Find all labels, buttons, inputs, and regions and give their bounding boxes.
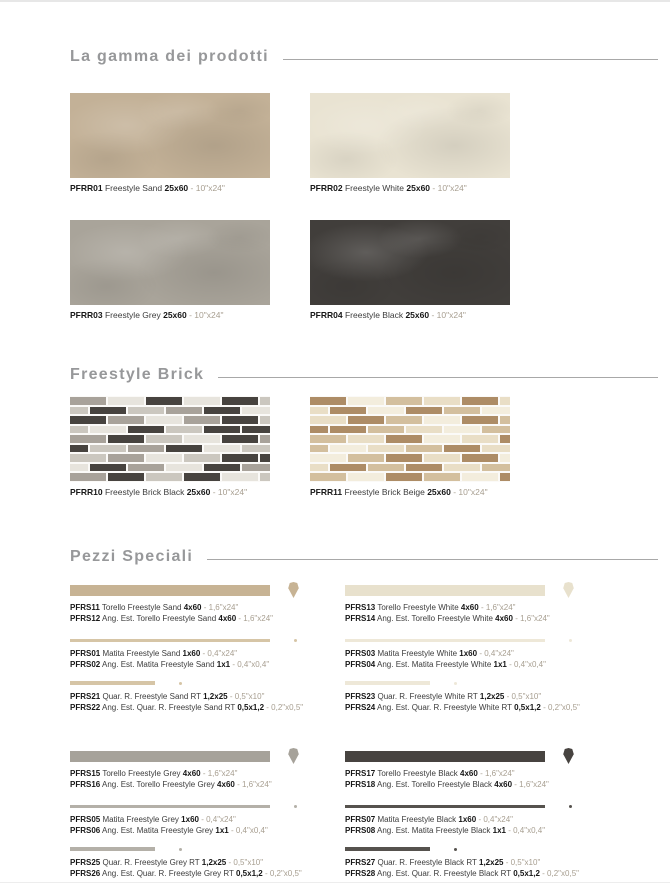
product-code: PFRS26 xyxy=(70,869,101,878)
product-code: PFRR01 xyxy=(70,183,103,193)
product-name: Torello Freestyle White xyxy=(377,603,459,612)
product-size-cm: 1,2x25 xyxy=(479,858,504,867)
product-size-cm: 0,5x1,2 xyxy=(513,869,540,878)
section-heading-brick xyxy=(70,366,658,384)
product-line xyxy=(345,613,658,624)
product-code: PFRS01 xyxy=(70,649,101,658)
quar-row xyxy=(70,847,345,851)
product-size-in: - 1,6"x24" xyxy=(203,603,239,612)
product-code: PFRS02 xyxy=(70,660,101,669)
quar-corner-icon xyxy=(454,848,457,851)
torello-corner-icon xyxy=(288,748,299,764)
product-name: Freestyle Black xyxy=(344,310,404,320)
product-size-cm: 25x60 xyxy=(427,487,451,497)
product-code: PFRR02 xyxy=(310,183,343,193)
product-label xyxy=(310,487,510,498)
product-name: Ang. Est. Torello Freestyle Grey xyxy=(102,780,215,789)
product-pfrr03 xyxy=(70,220,270,321)
product-name: Freestyle Brick Black xyxy=(104,487,185,497)
quar-row xyxy=(345,681,658,685)
product-pfrr02 xyxy=(310,93,510,194)
product-name: Ang. Est. Quar. R. Freestyle Sand RT xyxy=(102,703,236,712)
product-line xyxy=(345,691,658,702)
torello-lines xyxy=(345,768,658,790)
tile-image xyxy=(310,220,510,305)
product-code: PFRS11 xyxy=(70,603,100,612)
product-name: Quar. R. Freestyle White RT xyxy=(377,692,478,701)
product-label xyxy=(310,183,510,194)
product-line xyxy=(345,814,658,825)
product-code: PFRR11 xyxy=(310,487,343,497)
product-size-cm: 1,2x25 xyxy=(203,692,228,701)
product-size-in: - 0,4"x24" xyxy=(201,815,236,824)
section-title: Freestyle Brick xyxy=(70,366,205,383)
matita-swatch xyxy=(345,805,545,808)
product-line xyxy=(70,691,345,702)
product-size-in: - 10"x24" xyxy=(212,487,248,497)
product-name: Quar. R. Freestyle Black RT xyxy=(377,858,477,867)
torello-corner-icon xyxy=(288,582,299,598)
product-pfrr04 xyxy=(310,220,510,321)
torello-lines xyxy=(70,602,345,624)
matita-swatch xyxy=(70,639,270,642)
quar-corner-icon xyxy=(179,682,182,685)
product-size-in: - 0,5"x10" xyxy=(228,858,264,867)
product-size-cm: 4x60 xyxy=(218,614,237,623)
product-name: Freestyle Sand xyxy=(104,183,163,193)
quar-lines xyxy=(345,691,658,713)
speciali-group-white xyxy=(345,582,658,713)
product-name: Matita Freestyle Grey xyxy=(102,815,179,824)
product-code: PFRS08 xyxy=(345,826,376,835)
product-line xyxy=(345,868,658,879)
product-code: PFRS24 xyxy=(345,703,376,712)
product-line xyxy=(70,613,345,624)
product-line xyxy=(70,768,345,779)
product-line xyxy=(345,702,658,713)
product-size-cm: 4x60 xyxy=(217,780,235,789)
product-size-cm: 25x60 xyxy=(405,310,430,320)
product-size-cm: 4x60 xyxy=(495,614,513,623)
product-size-in: - 10"x24" xyxy=(453,487,488,497)
product-size-cm: 25x60 xyxy=(186,487,211,497)
product-line xyxy=(70,814,345,825)
product-size-in: - 1,6"x24" xyxy=(237,780,272,789)
product-code: PFRS22 xyxy=(70,703,101,712)
product-size-in: - 0,4"x0,4" xyxy=(509,660,546,669)
speciali-grid xyxy=(70,582,658,879)
product-line xyxy=(345,768,658,779)
product-name: Ang. Est. Matita Freestyle Black xyxy=(377,826,491,835)
product-size-cm: 25x60 xyxy=(164,183,189,193)
product-size-cm: 1x1 xyxy=(492,826,506,835)
product-name: Ang. Est. Quar. R. Freestyle White RT xyxy=(377,703,512,712)
product-size-in: - 0,4"x24" xyxy=(202,649,238,658)
page-top-rule xyxy=(0,0,670,2)
section-title: Pezzi Speciali xyxy=(70,548,194,565)
product-size-in: - 1,6"x24" xyxy=(480,769,515,778)
product-code: PFRS04 xyxy=(345,660,376,669)
product-code: PFRS06 xyxy=(70,826,101,835)
product-line xyxy=(70,868,345,879)
product-size-in: - 0,4"x0,4" xyxy=(508,826,546,835)
torello-row xyxy=(70,582,345,598)
product-name: Ang. Est. Torello Freestyle Sand xyxy=(102,614,217,623)
quar-swatch xyxy=(345,681,430,685)
product-code: PFRS27 xyxy=(345,858,376,867)
product-size-in: - 0,2"x0,5" xyxy=(266,703,304,712)
product-size-cm: 0,5x1,2 xyxy=(237,703,265,712)
product-code: PFRS05 xyxy=(70,815,101,824)
product-line xyxy=(70,648,345,659)
product-line xyxy=(345,602,658,613)
product-line xyxy=(70,602,345,613)
quar-lines xyxy=(345,857,658,879)
product-size-cm: 1x60 xyxy=(182,649,201,658)
product-code: PFRR10 xyxy=(70,487,103,497)
product-size-in: - 0,4"x0,4" xyxy=(231,826,268,835)
product-code: PFRR03 xyxy=(70,310,103,320)
quar-corner-icon xyxy=(179,848,182,851)
product-size-cm: 1x1 xyxy=(216,660,231,669)
product-name: Ang. Est. Torello Freestyle White xyxy=(377,614,493,623)
product-size-in: - 0,2"x0,5" xyxy=(542,869,579,878)
matita-row xyxy=(345,805,658,808)
matita-corner-icon xyxy=(569,805,572,808)
product-size-cm: 1x60 xyxy=(181,815,199,824)
product-size-cm: 1,2x25 xyxy=(479,692,505,701)
product-size-in: - 0,4"x24" xyxy=(478,815,514,824)
product-name: Torello Freestyle Grey xyxy=(102,769,181,778)
product-name: Quar. R. Freestyle Sand RT xyxy=(102,692,201,701)
product-name: Freestyle Grey xyxy=(104,310,161,320)
torello-row xyxy=(345,748,658,764)
product-pfrr01 xyxy=(70,93,270,194)
product-name: Ang. Est. Matita Freestyle Grey xyxy=(102,826,214,835)
product-line xyxy=(70,779,345,790)
product-pfrr11 xyxy=(310,396,510,498)
product-line xyxy=(70,857,345,868)
mosaic-image xyxy=(70,396,270,482)
matita-lines xyxy=(70,814,345,836)
product-size-in: - 0,5"x10" xyxy=(505,858,541,867)
product-code: PFRS28 xyxy=(345,869,376,878)
product-code: PFRS23 xyxy=(345,692,376,701)
product-label xyxy=(70,487,270,498)
product-line xyxy=(345,648,658,659)
product-size-cm: 25x60 xyxy=(406,183,431,193)
torello-swatch xyxy=(345,751,545,762)
heading-rule xyxy=(207,559,658,560)
product-code: PFRS14 xyxy=(345,614,376,623)
product-size-cm: 0,5x1,2 xyxy=(514,703,541,712)
product-line xyxy=(345,779,658,790)
product-size-cm: 1,2x25 xyxy=(201,858,227,867)
product-label xyxy=(70,183,270,194)
product-size-in: - 0,5"x10" xyxy=(229,692,265,701)
quar-row xyxy=(70,681,345,685)
product-name: Matita Freestyle Black xyxy=(377,815,457,824)
matita-corner-icon xyxy=(294,639,297,642)
product-code: PFRS12 xyxy=(70,614,101,623)
product-size-in: - 0,2"x0,5" xyxy=(264,869,302,878)
speciali-group-sand xyxy=(70,582,345,713)
mosaic-image xyxy=(310,396,510,482)
gamma-row-2 xyxy=(70,220,658,321)
heading-rule xyxy=(218,377,658,378)
product-name: Matita Freestyle Sand xyxy=(102,649,181,658)
product-line xyxy=(345,659,658,670)
tile-image xyxy=(70,93,270,178)
product-name: Ang. Est. Matita Freestyle Sand xyxy=(102,660,215,669)
matita-swatch xyxy=(345,639,545,642)
product-name: Torello Freestyle Black xyxy=(377,769,458,778)
product-name: Quar. R. Freestyle Grey RT xyxy=(102,858,200,867)
matita-row xyxy=(345,639,658,642)
product-size-in: - 1,6"x24" xyxy=(238,614,274,623)
torello-swatch xyxy=(70,585,270,596)
product-line xyxy=(70,825,345,836)
product-size-in: - 1,6"x24" xyxy=(202,769,238,778)
product-size-in: - 1,6"x24" xyxy=(514,780,549,789)
torello-corner-icon xyxy=(563,582,574,598)
product-code: PFRS07 xyxy=(345,815,376,824)
torello-row xyxy=(345,582,658,598)
product-size-in: - 0,4"x0,4" xyxy=(232,660,270,669)
torello-swatch xyxy=(70,751,270,762)
product-code: PFRS18 xyxy=(345,780,376,789)
product-size-in: - 0,4"x24" xyxy=(479,649,514,658)
matita-lines xyxy=(70,648,345,670)
brick-row xyxy=(70,396,658,498)
product-size-in: - 1,6"x24" xyxy=(515,614,550,623)
product-size-in: - 0,5"x10" xyxy=(506,692,542,701)
quar-swatch xyxy=(70,847,155,851)
product-size-cm: 1x60 xyxy=(459,649,478,658)
matita-row xyxy=(70,805,345,808)
matita-corner-icon xyxy=(569,639,572,642)
quar-row xyxy=(345,847,658,851)
product-code: PFRS17 xyxy=(345,769,376,778)
speciali-group-black xyxy=(345,748,658,879)
torello-lines xyxy=(70,768,345,790)
product-size-in: - 10"x24" xyxy=(431,310,466,320)
product-size-cm: 4x60 xyxy=(460,769,478,778)
product-name: Ang. Est. Torello Freestyle Black xyxy=(377,780,493,789)
product-code: PFRS21 xyxy=(70,692,101,701)
product-label xyxy=(310,310,510,321)
product-size-cm: 4x60 xyxy=(460,603,479,612)
product-name: Freestyle White xyxy=(344,183,405,193)
product-size-cm: 4x60 xyxy=(494,780,513,789)
quar-corner-icon xyxy=(454,682,457,685)
product-size-in: - 1,6"x24" xyxy=(480,603,516,612)
product-name: Freestyle Brick Beige xyxy=(344,487,425,497)
product-size-in: - 10"x24" xyxy=(432,183,467,193)
product-line xyxy=(345,857,658,868)
quar-lines xyxy=(70,857,345,879)
product-size-in: - 10"x24" xyxy=(189,310,224,320)
gamma-row-1 xyxy=(70,93,658,194)
product-size-cm: 1x1 xyxy=(215,826,229,835)
tile-image xyxy=(310,93,510,178)
product-code: PFRS25 xyxy=(70,858,101,867)
product-code: PFRS13 xyxy=(345,603,376,612)
product-size-cm: 1x1 xyxy=(493,660,507,669)
section-title: La gamma dei prodotti xyxy=(70,48,269,65)
product-size-in: - 0,2"x0,5" xyxy=(543,703,580,712)
section-heading-speciali xyxy=(70,548,658,566)
heading-rule xyxy=(283,59,658,60)
page-bottom-rule xyxy=(0,882,670,883)
quar-swatch xyxy=(345,847,430,851)
torello-swatch xyxy=(345,585,545,596)
quar-lines xyxy=(70,691,345,713)
product-size-in: - 10"x24" xyxy=(190,183,225,193)
speciali-group-grey xyxy=(70,748,345,879)
torello-row xyxy=(70,748,345,764)
product-code: PFRS03 xyxy=(345,649,376,658)
product-size-cm: 25x60 xyxy=(163,310,187,320)
product-name: Torello Freestyle Sand xyxy=(101,603,182,612)
matita-corner-icon xyxy=(294,805,297,808)
product-code: PFRS16 xyxy=(70,780,101,789)
product-size-cm: 4x60 xyxy=(182,769,201,778)
product-line xyxy=(345,825,658,836)
product-line xyxy=(70,659,345,670)
product-code: PFRS15 xyxy=(70,769,101,778)
torello-corner-icon xyxy=(563,748,574,764)
product-line xyxy=(70,702,345,713)
product-name: Ang. Est. Quar. R. Freestyle Black RT xyxy=(377,869,511,878)
quar-swatch xyxy=(70,681,155,685)
matita-lines xyxy=(345,814,658,836)
matita-swatch xyxy=(70,805,270,808)
product-name: Ang. Est. Quar. R. Freestyle Grey RT xyxy=(102,869,234,878)
torello-lines xyxy=(345,602,658,624)
product-pfrr10 xyxy=(70,396,270,498)
tile-image xyxy=(70,220,270,305)
product-label xyxy=(70,310,270,321)
matita-lines xyxy=(345,648,658,670)
product-size-cm: 1x60 xyxy=(458,815,477,824)
product-size-cm: 0,5x1,2 xyxy=(236,869,263,878)
product-name: Ang. Est. Matita Freestyle White xyxy=(377,660,492,669)
product-code: PFRR04 xyxy=(310,310,343,320)
section-heading-gamma xyxy=(70,48,658,66)
product-size-cm: 4x60 xyxy=(183,603,202,612)
product-name: Matita Freestyle White xyxy=(377,649,458,658)
matita-row xyxy=(70,639,345,642)
